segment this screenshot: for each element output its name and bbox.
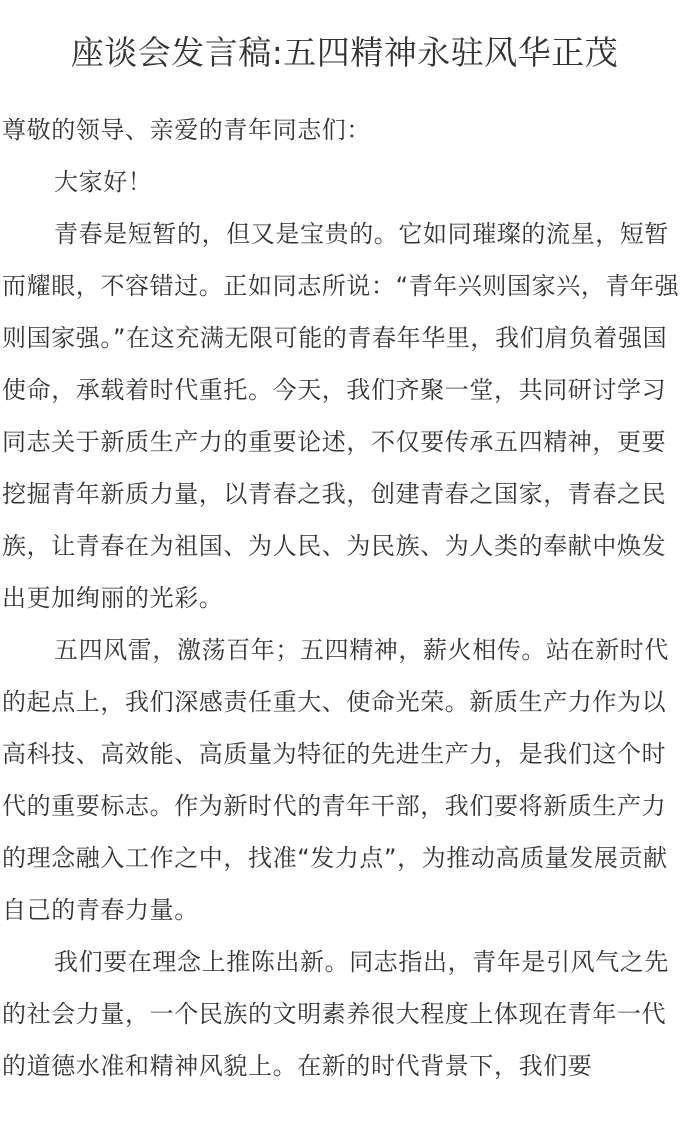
greeting: 大家好！ [54,168,153,196]
paragraph-may-fourth: 五四风雷，激荡百年；五四精神，薪火相传。站在新时代的起点上，我们深感责任重大、使命光荣。新质生产力作为以高科技、高效能、高质量为特征的先进生产力，是我们这个时代的重要标志。作为新时代的青年干部，我们要将新质生产力的理念融入工作之中，找准“发力点”，为推动高质量发展贡献自己的青春力量。 [2,636,669,924]
salutation: 尊敬的领导、亲爱的青年同志们： [2,116,371,144]
paragraph-youth: 青春是短暂的，但又是宝贵的。它如同璀璨的流星，短暂而耀眼，不容错过。正如同志所说：“青年兴则国家兴，青年强则国家强。”在这充满无限可能的青春年华里，我们肩负着强国使命，承载着时代重托。今天，我们齐聚一堂，共同研讨学习同志关于新质生产力的重要论述，不仅要传承五四精神，更要挖掘青年新质力量，以青春之我，创建青春之国家，青春之民族，让青春在为祖国、为人民、为民族、为人类的奉献中焕发出更加绚丽的光彩。 [2,220,680,612]
paragraph-innovation: 我们要在理念上推陈出新。同志指出，青年是引风气之先的社会力量，一个民族的文明素养很大程度上体现在青年一代的道德水准和精神风貌上。在新的时代背景下，我们要 [2,948,669,1080]
article [0,30,693,1092]
article-title: 座谈会发言稿:五四精神永驻风华正茂 [70,33,619,72]
